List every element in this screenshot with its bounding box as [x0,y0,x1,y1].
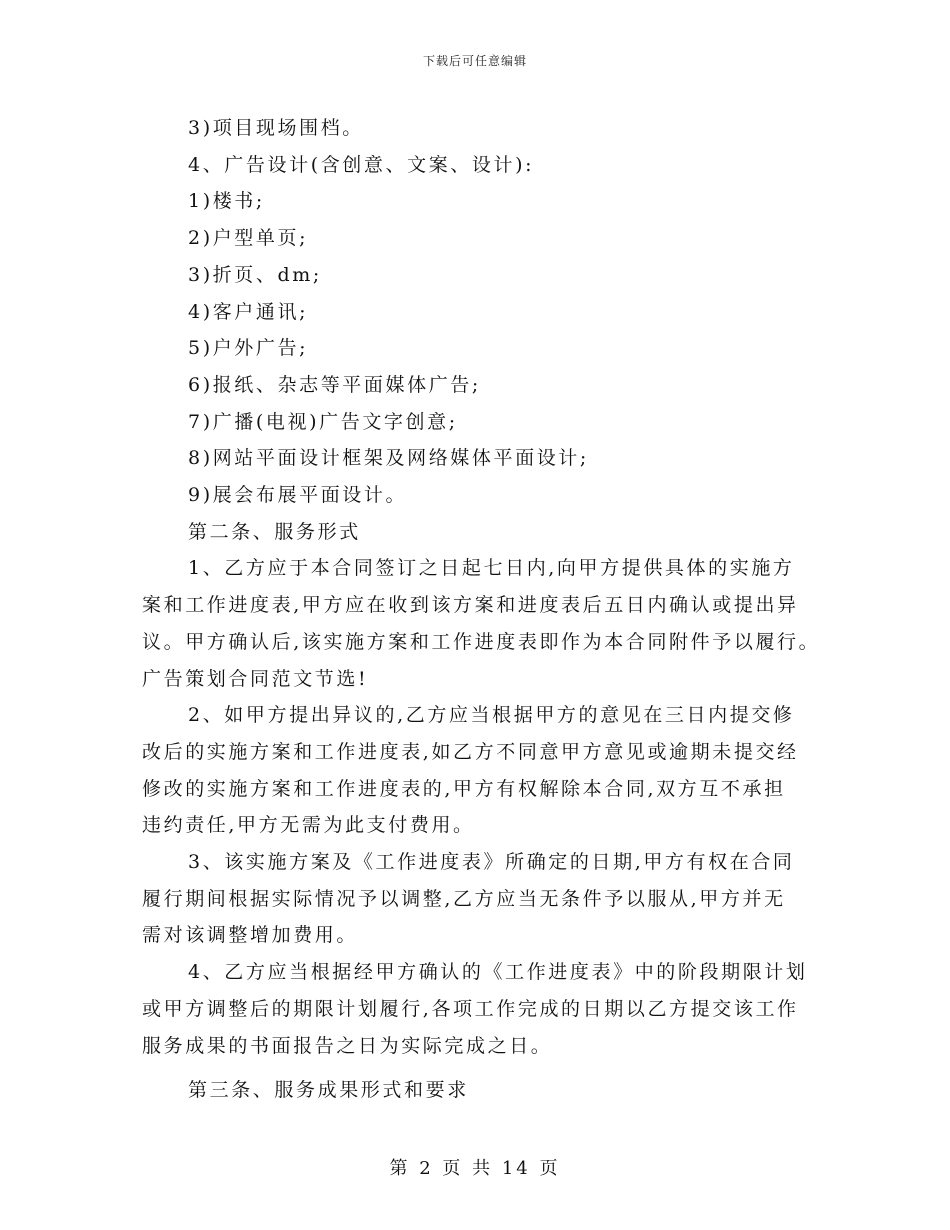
article-heading: 第三条、服务成果形式和要求 [188,1079,469,1102]
paragraph-line: 3、该实施方案及《工作进度表》所确定的日期,甲方有权在合同 [188,851,795,874]
list-item: 8)网站平面设计框架及网络媒体平面设计; [188,447,589,470]
list-item: 7)广播(电视)广告文字创意; [188,410,458,433]
list-item: 2)户型单页; [188,227,309,250]
list-item: 5)户外广告; [188,337,309,360]
list-item: 1)楼书; [188,190,265,213]
document-body [142,110,822,1109]
section-item: 4、广告设计(含创意、文案、设计): [188,153,535,176]
paragraph-line: 广告策划合同范文节选! [142,667,369,690]
list-item: 3)项目现场围档。 [188,117,364,139]
page-header: 下载后可任意编辑 [422,54,527,68]
paragraph-line: 违约责任,甲方无需为此支付费用。 [142,814,475,837]
paragraph-line: 需对该调整增加费用。 [142,924,359,947]
paragraph-line: 修改的实施方案和工作进度表的,甲方有权解除本合同,双方互不承担 [142,777,786,800]
paragraph-line: 改后的实施方案和工作进度表,如乙方不同意甲方意见或逾期未提交经 [142,740,799,763]
paragraph-line: 履行期间根据实际情况予以调整,乙方应当无条件予以服从,甲方并无 [142,887,786,910]
paragraph-line: 或甲方调整后的期限计划履行,各项工作完成的日期以乙方提交该工作 [142,997,799,1020]
paragraph-line: 议。甲方确认后,该实施方案和工作进度表即作为本合同附件予以履行。 [142,630,821,653]
page-number: 第 2 页 共 14 页 [389,1158,561,1179]
list-item: 3)折页、dm; [188,263,322,286]
list-item: 4)客户通讯; [188,300,309,323]
article-heading: 第二条、服务形式 [188,520,361,543]
list-item: 6)报纸、杂志等平面媒体广告; [188,373,481,396]
list-item: 9)展会布展平面设计。 [188,484,408,507]
paragraph-line: 4、乙方应当根据经甲方确认的《工作进度表》中的阶段期限计划 [188,961,808,984]
paragraph-line: 服务成果的书面报告之日为实际完成之日。 [142,1034,553,1057]
paragraph-line: 1、乙方应于本合同签订之日起七日内,向甲方提供具体的实施方 [188,557,795,580]
paragraph-line: 案和工作进度表,甲方应在收到该方案和进度表后五日内确认或提出异 [142,594,799,617]
paragraph-line: 2、如甲方提出异议的,乙方应当根据甲方的意见在三日内提交修 [188,704,795,727]
